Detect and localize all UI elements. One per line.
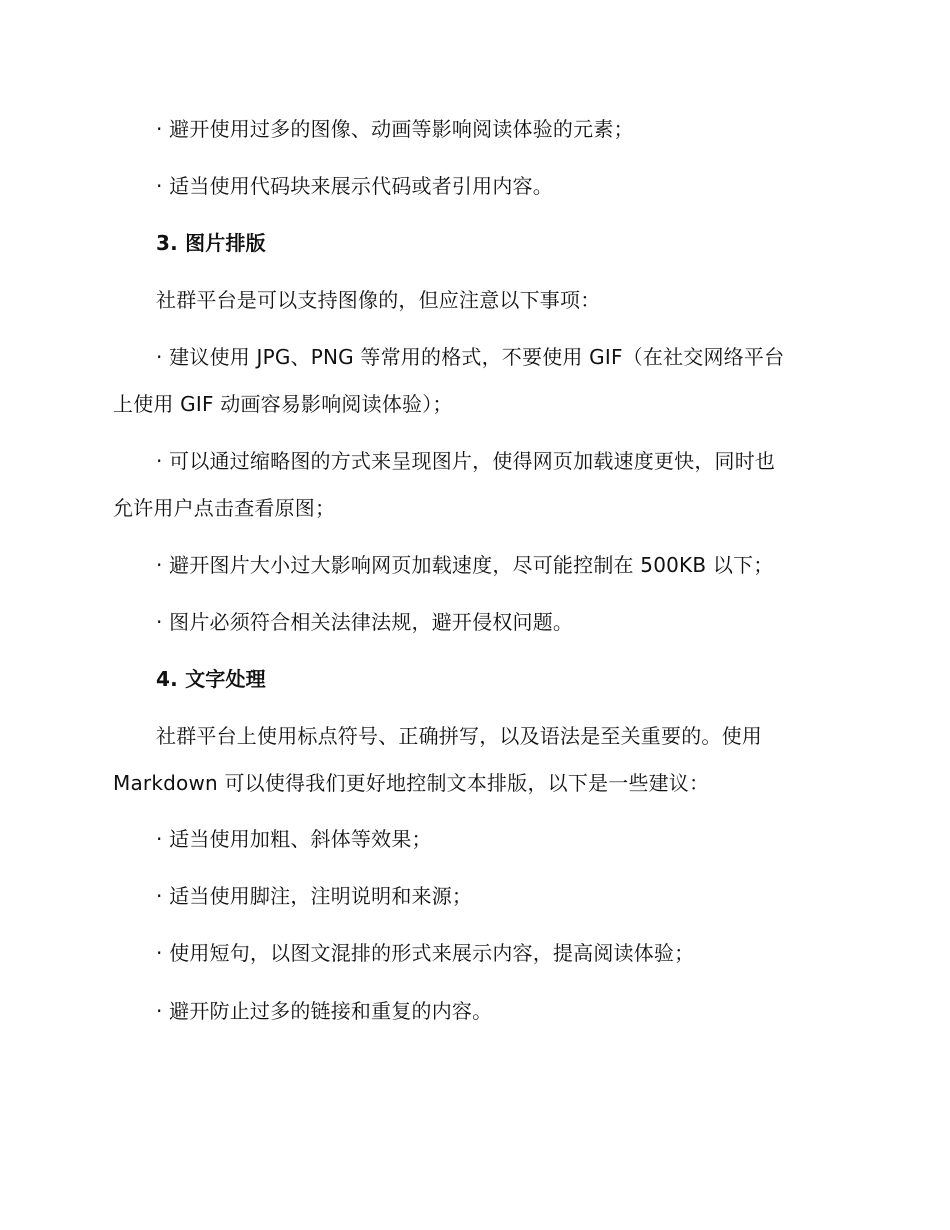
paragraph-line: · 避开图片大小过大影响网页加载速度，尽可能控制在 500KB 以下；	[156, 553, 774, 577]
bullet-paragraph	[113, 816, 831, 863]
bullet-paragraph	[113, 873, 831, 920]
paragraph-line: · 适当使用加粗、斜体等效果；	[156, 827, 432, 851]
bullet-paragraph	[113, 334, 831, 428]
paragraph-line: 上使用 GIF 动画容易影响阅读体验）；	[113, 392, 453, 416]
bullet-paragraph	[113, 163, 831, 210]
paragraph-line: · 可以通过缩略图的方式来呈现图片，使得网页加载速度更快，同时也	[156, 449, 776, 473]
heading-text: 4. 文字处理	[156, 667, 266, 691]
bullet-paragraph	[113, 106, 831, 153]
bullet-paragraph	[113, 542, 831, 589]
paragraph-line: Markdown 可以使得我们更好地控制文本排版，以下是一些建议：	[113, 771, 710, 795]
paragraph-line: 社群平台是可以支持图像的，但应注意以下事项：	[156, 288, 601, 312]
section-heading	[113, 656, 831, 703]
bullet-paragraph	[113, 930, 831, 977]
paragraph-line: · 避开使用过多的图像、动画等影响阅读体验的元素；	[156, 117, 634, 141]
paragraph-line: 允许用户点击查看原图；	[113, 496, 336, 520]
text-paragraph	[113, 277, 831, 324]
paragraph-line: · 建议使用 JPG、PNG 等常用的格式，不要使用 GIF（在社交网络平台	[156, 345, 785, 369]
paragraph-line: · 使用短句，以图文混排的形式来展示内容，提高阅读体验；	[156, 941, 695, 965]
bullet-paragraph	[113, 438, 831, 532]
paragraph-line: · 适当使用代码块来展示代码或者引用内容。	[156, 174, 553, 198]
paragraph-line: 社群平台上使用标点符号、正确拼写，以及语法是至关重要的。使用	[156, 724, 762, 748]
section-heading	[113, 220, 831, 267]
heading-text: 3. 图片排版	[156, 231, 266, 255]
paragraph-line: · 避开防止过多的链接和重复的内容。	[156, 999, 493, 1023]
paragraph-line: · 适当使用脚注，注明说明和来源；	[156, 884, 473, 908]
bullet-paragraph	[113, 988, 831, 1035]
bullet-paragraph	[113, 599, 831, 646]
text-paragraph	[113, 713, 831, 807]
paragraph-line: · 图片必须符合相关法律法规，避开侵权问题。	[156, 610, 574, 634]
